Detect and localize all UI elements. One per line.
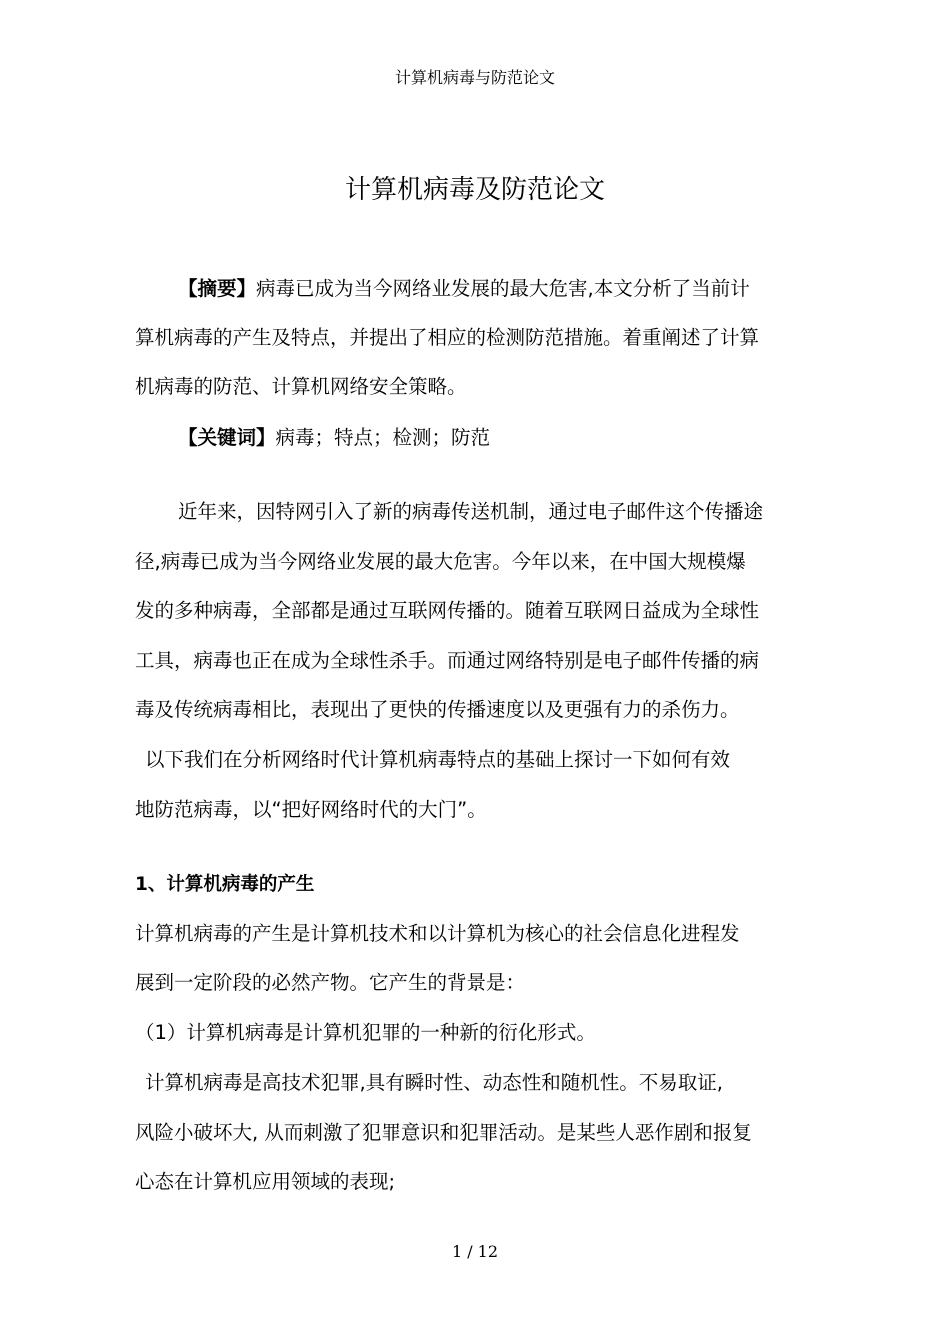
- intro-line: 径,病毒已成为当今网络业发展的最大危害。今年以来，在中国大规模爆: [135, 550, 746, 573]
- section-line: 计算机病毒的产生是计算机技术和以计算机为核心的社会信息化进程发: [135, 922, 740, 945]
- section-line: 展到一定阶段的必然产物。它产生的背景是：: [135, 971, 526, 994]
- keywords-label: 【关键词】: [178, 426, 276, 449]
- intro-line: 发的多种病毒，全部都是通过互联网传播的。随着互联网日益成为全球性: [135, 599, 760, 622]
- intro-line: 近年来，因特网引入了新的病毒传送机制，通过电子邮件这个传播途: [178, 500, 764, 523]
- intro-line: 地防范病毒，以“把好网络时代的大门”。: [135, 798, 487, 821]
- section-list-item: （1）计算机病毒是计算机犯罪的一种新的衍化形式。: [135, 1021, 596, 1044]
- page-header: 计算机病毒与防范论文: [394, 68, 555, 87]
- keywords-text: 病毒；特点；检测；防范: [275, 426, 491, 449]
- intro-line: 工具，病毒也正在成为全球性杀手。而通过网络特别是电子邮件传播的病: [135, 649, 760, 672]
- document-title: 计算机病毒及防范论文: [344, 175, 605, 205]
- abstract-line: 机病毒的防范、计算机网络安全策略。: [135, 375, 467, 398]
- intro-line: 以下我们在分析网络时代计算机病毒特点的基础上探讨一下如何有效: [145, 748, 731, 771]
- abstract-line: 算机病毒的产生及特点，并提出了相应的检测防范措施。着重阐述了计算: [135, 326, 760, 349]
- abstract-label: 【摘要】: [178, 277, 257, 300]
- keywords-line: [178, 423, 490, 453]
- section-line: 风险小破坏大, 从而刺激了犯罪意识和犯罪活动。是某些人恶作剧和报复: [135, 1121, 752, 1144]
- section-line: 心态在计算机应用领域的表现;: [135, 1170, 396, 1193]
- abstract-line: [178, 274, 750, 304]
- page-number: 1 / 12: [451, 1242, 499, 1261]
- section-line: 计算机病毒是高技术犯罪,具有瞬时性、动态性和随机性。不易取证,: [145, 1071, 723, 1094]
- intro-line: 毒及传统病毒相比，表现出了更快的传播速度以及更强有力的杀伤力。: [135, 698, 740, 721]
- abstract-text: 病毒已成为当今网络业发展的最大危害,本文分析了当前计: [256, 277, 750, 300]
- section-heading: 1、计算机病毒的产生: [135, 874, 315, 895]
